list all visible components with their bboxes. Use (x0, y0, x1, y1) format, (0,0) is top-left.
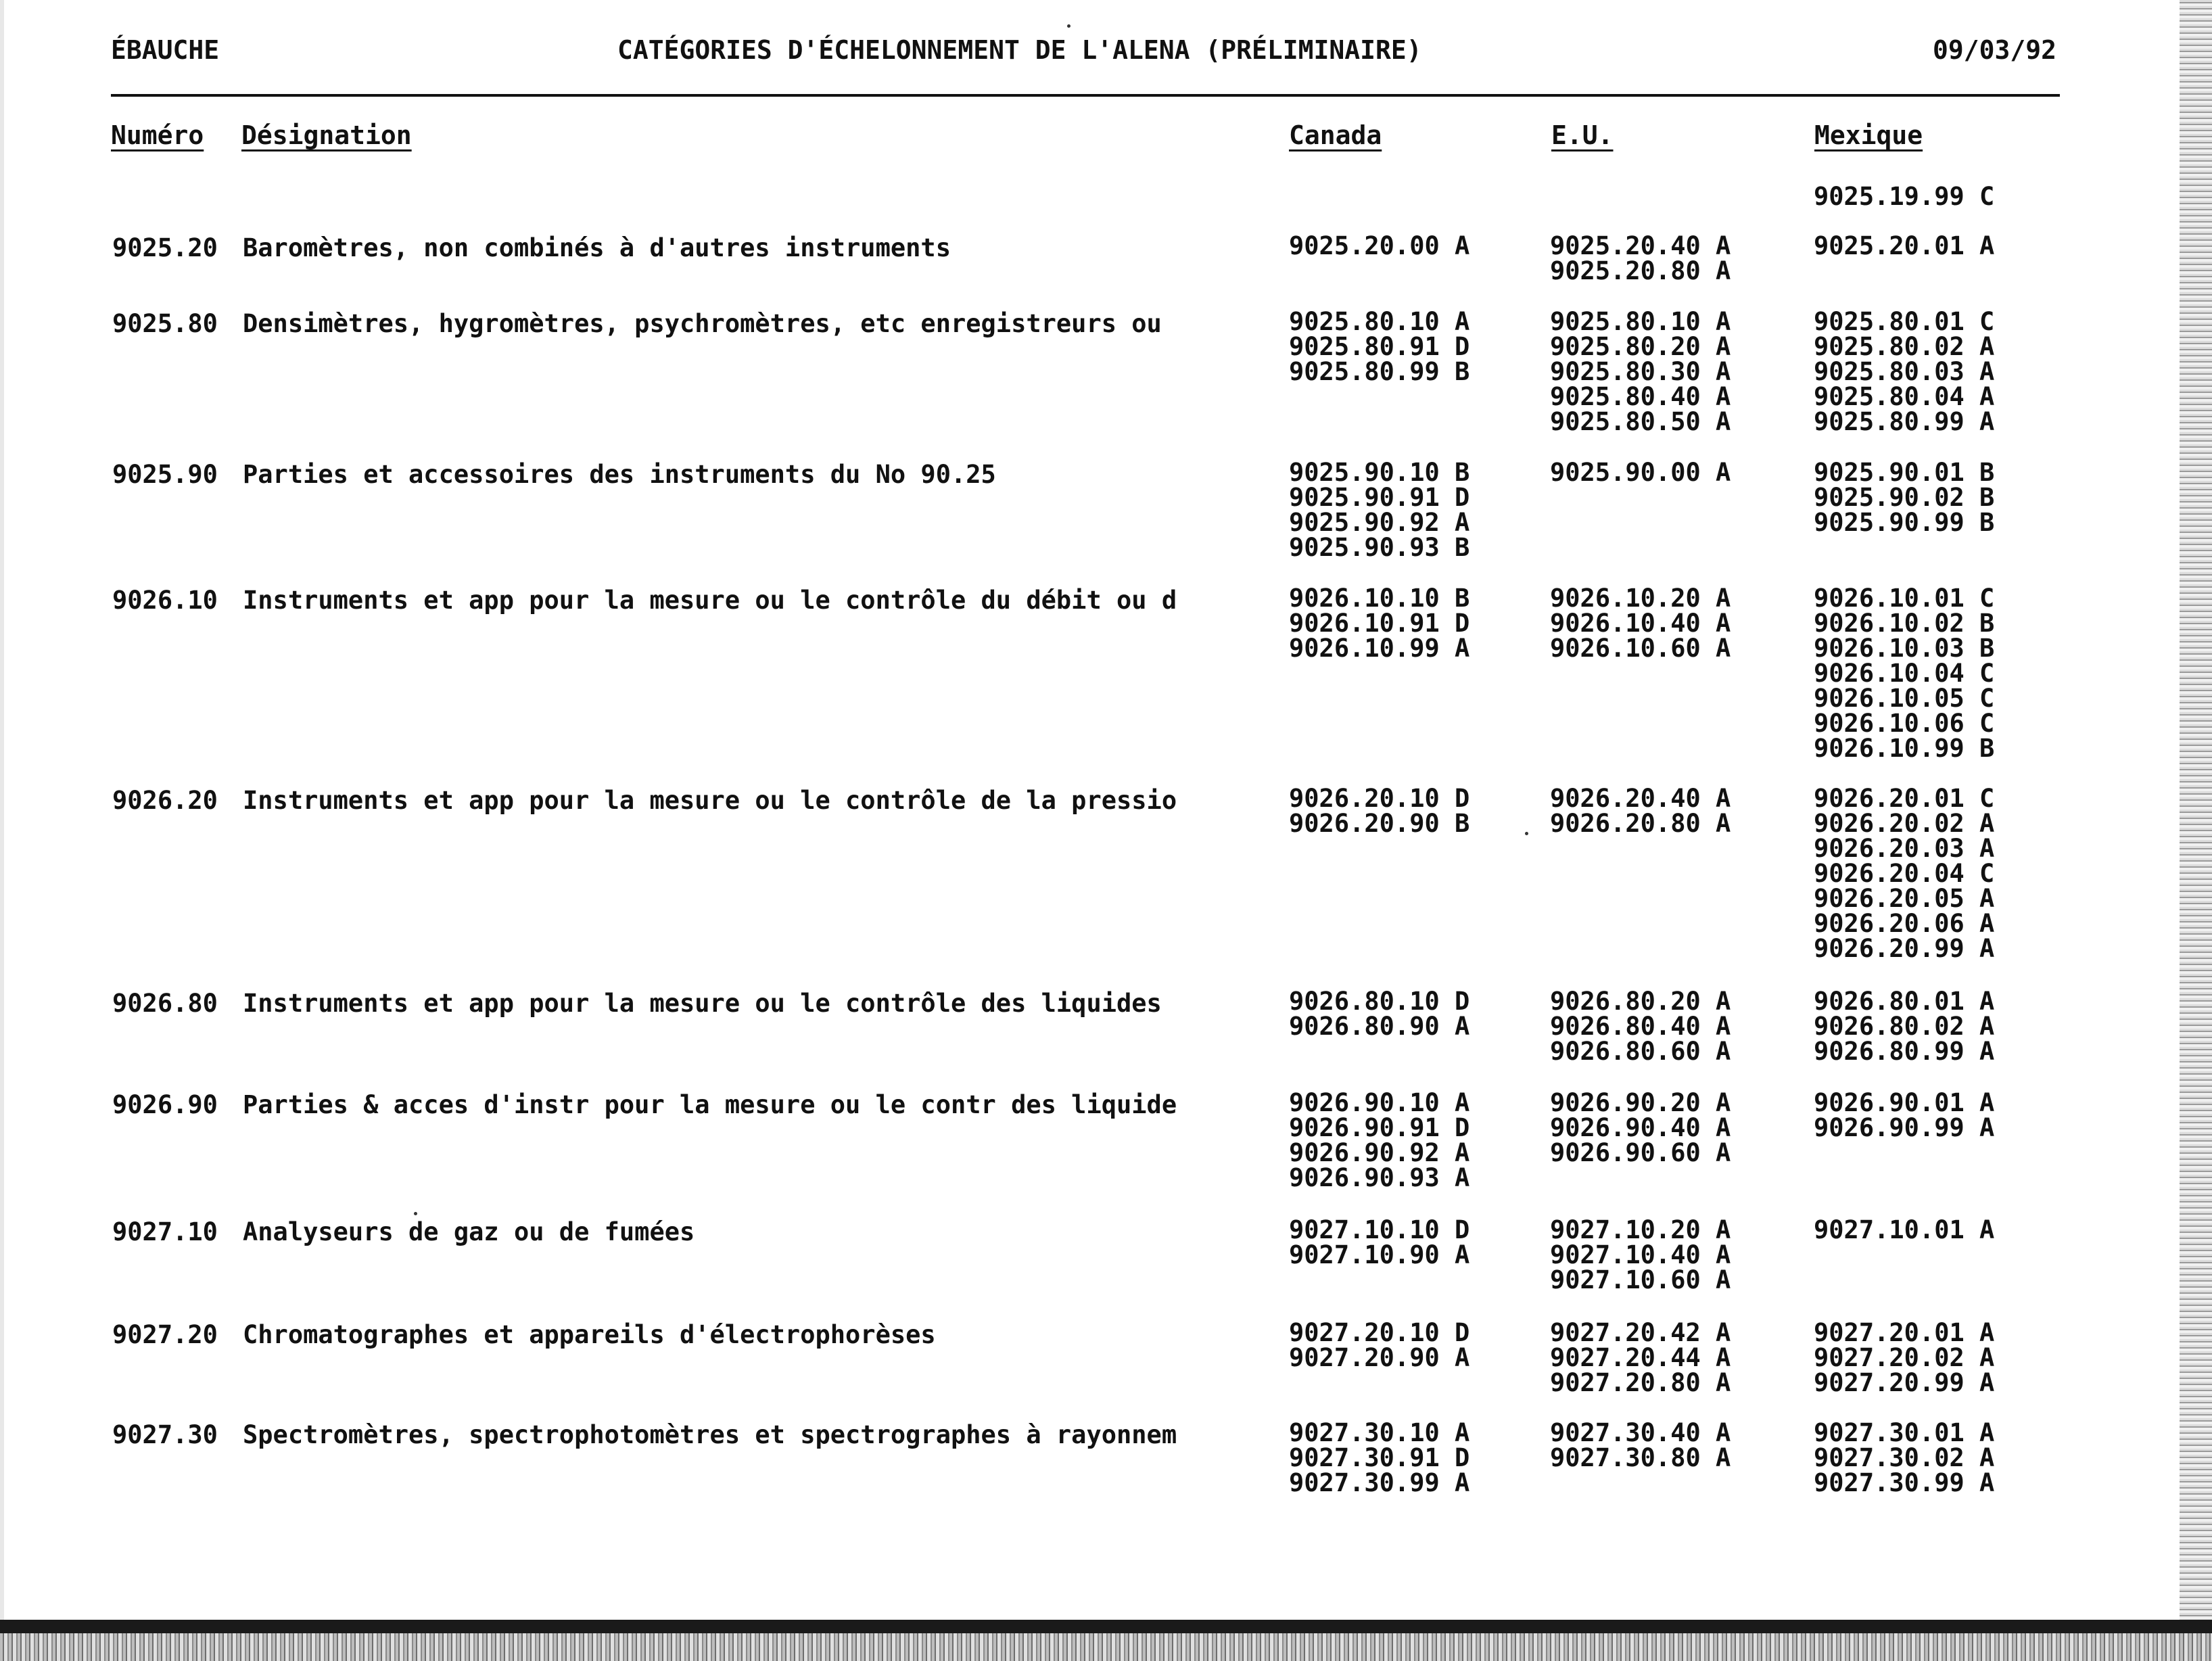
tariff-code: 9026.20.05 A (1814, 884, 1995, 913)
tariff-code: 9026.80.02 A (1814, 1012, 1995, 1041)
mexique-codes (1814, 1320, 1994, 1395)
tariff-code: 9027.20.10 D (1289, 1318, 1470, 1347)
mexique-codes (1814, 1217, 1994, 1242)
tariff-code: 9026.10.99 B (1814, 734, 1995, 763)
canada-codes (1289, 786, 1469, 836)
tariff-code: 9027.20.80 A (1550, 1368, 1731, 1397)
tariff-code: 9027.10.40 A (1550, 1240, 1731, 1269)
tariff-code: 9025.80.99 B (1289, 357, 1470, 386)
column-header-canada: Canada (1289, 120, 1382, 150)
tariff-code: 9025.80.10 A (1289, 307, 1470, 336)
header-rule (111, 94, 2060, 97)
tariff-code: 9025.80.99 A (1814, 407, 1995, 436)
tariff-code: 9026.90.40 A (1550, 1113, 1731, 1142)
row-designation: Spectromètres, spectrophotomètres et spectrographes à rayonnem (243, 1420, 1177, 1449)
tariff-code: 9026.20.10 D (1289, 784, 1470, 813)
column-header-eu: E.U. (1551, 120, 1614, 150)
tariff-code: 9027.30.80 A (1550, 1443, 1731, 1472)
mexique-codes (1814, 460, 1994, 535)
tariff-code: 9026.80.99 A (1814, 1037, 1995, 1066)
document-title: CATÉGORIES D'ÉCHELONNEMENT DE L'ALENA (PRÉLIMINAIRE) (617, 35, 1422, 65)
row-number: 9026.20 (112, 786, 218, 815)
eu-codes (1550, 586, 1731, 661)
tariff-code: 9026.20.06 A (1814, 909, 1995, 938)
tariff-code: 9026.10.40 A (1550, 609, 1731, 638)
tariff-code: 9025.80.01 C (1814, 307, 1995, 336)
tariff-code: 9025.80.02 A (1814, 332, 1995, 361)
tariff-code: 9027.20.01 A (1814, 1318, 1995, 1347)
scan-speck (1525, 832, 1528, 835)
tariff-code: 9026.10.60 A (1550, 634, 1731, 663)
tariff-code: 9025.90.92 A (1289, 508, 1470, 537)
tariff-code: 9026.90.91 D (1289, 1113, 1470, 1142)
tariff-code: 9026.80.10 D (1289, 987, 1470, 1016)
mexique-codes (1814, 1090, 1994, 1140)
eu-codes (1550, 786, 1731, 836)
row-designation: Instruments et app pour la mesure ou le contrôle des liquides (243, 989, 1162, 1018)
row-designation: Analyseurs de gaz ou de fumées (243, 1217, 695, 1246)
mexique-codes (1814, 309, 1994, 434)
canada-codes (1289, 1420, 1469, 1495)
tariff-code: 9026.10.04 C (1814, 659, 1995, 688)
eu-codes (1550, 1420, 1731, 1470)
tariff-code: 9027.20.99 A (1814, 1368, 1995, 1397)
tariff-code: 9026.90.01 A (1814, 1088, 1995, 1117)
tariff-code: 9026.10.06 C (1814, 709, 1995, 738)
mexique-codes (1814, 989, 1994, 1064)
row-designation: Chromatographes et appareils d'électrophorèses (243, 1320, 936, 1349)
tariff-code: 9026.20.01 C (1814, 784, 1995, 813)
tariff-code: 9026.20.80 A (1550, 809, 1731, 838)
tariff-code: 9025.80.10 A (1550, 307, 1731, 336)
mexique-codes (1814, 233, 1994, 258)
tariff-code: 9027.10.90 A (1289, 1240, 1470, 1269)
tariff-code: 9026.10.91 D (1289, 609, 1470, 638)
tariff-code: 9026.80.60 A (1550, 1037, 1731, 1066)
mexique-codes (1814, 586, 1994, 761)
row-number: 9025.80 (112, 309, 218, 338)
tariff-code: 9025.80.03 A (1814, 357, 1995, 386)
row-number: 9026.80 (112, 989, 218, 1018)
tariff-code: 9026.10.99 A (1289, 634, 1470, 663)
tariff-code: 9025.20.01 A (1814, 231, 1995, 260)
tariff-code: 9025.90.10 B (1289, 458, 1470, 487)
tariff-code: 9026.90.92 A (1289, 1138, 1470, 1167)
tariff-code: 9025.20.40 A (1550, 231, 1731, 260)
document-date: 09/03/92 (1933, 35, 2057, 65)
tariff-code: 9026.20.99 A (1814, 934, 1995, 963)
row-designation: Baromètres, non combinés à d'autres instruments (243, 233, 951, 262)
tariff-code: 9025.90.02 B (1814, 483, 1995, 512)
tariff-code: 9027.20.42 A (1550, 1318, 1731, 1347)
tariff-code: 9025.90.99 B (1814, 508, 1995, 537)
column-header-numero: Numéro (111, 120, 204, 150)
tariff-code: 9025.80.50 A (1550, 407, 1731, 436)
tariff-code: 9025.80.20 A (1550, 332, 1731, 361)
tariff-code: 9025.19.99 C (1814, 182, 1995, 211)
row-number: 9027.10 (112, 1217, 218, 1246)
tariff-code: 9026.20.40 A (1550, 784, 1731, 813)
mexique-codes (1814, 184, 1994, 209)
tariff-code: 9027.20.44 A (1550, 1343, 1731, 1372)
tariff-code: 9026.90.60 A (1550, 1138, 1731, 1167)
canada-codes (1289, 1320, 1469, 1370)
tariff-code: 9026.20.02 A (1814, 809, 1995, 838)
scan-speck (1067, 24, 1070, 28)
tariff-code: 9026.80.01 A (1814, 987, 1995, 1016)
scan-edge-bottom-band (0, 1620, 2212, 1633)
canada-codes (1289, 1217, 1469, 1267)
eu-codes (1550, 309, 1731, 434)
tariff-code: 9025.90.91 D (1289, 483, 1470, 512)
row-designation: Instruments et app pour la mesure ou le contrôle de la pressio (243, 786, 1177, 815)
mexique-codes (1814, 786, 1994, 961)
row-designation: Parties & acces d'instr pour la mesure ou le contr des liquide (243, 1090, 1177, 1119)
row-number: 9027.20 (112, 1320, 218, 1349)
row-designation: Parties et accessoires des instruments du No 90.25 (243, 460, 996, 489)
tariff-code: 9027.30.40 A (1550, 1418, 1731, 1447)
tariff-code: 9025.80.30 A (1550, 357, 1731, 386)
tariff-code: 9025.80.04 A (1814, 382, 1995, 411)
tariff-code: 9027.10.01 A (1814, 1215, 1995, 1244)
tariff-code: 9027.10.10 D (1289, 1215, 1470, 1244)
tariff-code: 9026.10.03 B (1814, 634, 1995, 663)
tariff-code: 9025.90.01 B (1814, 458, 1995, 487)
tariff-code: 9026.10.10 B (1289, 584, 1470, 613)
tariff-code: 9026.10.02 B (1814, 609, 1995, 638)
tariff-code: 9026.80.40 A (1550, 1012, 1731, 1041)
canada-codes (1289, 233, 1469, 258)
draft-label: ÉBAUCHE (111, 35, 220, 65)
tariff-code: 9027.20.02 A (1814, 1343, 1995, 1372)
column-header-designation: Désignation (241, 120, 412, 150)
tariff-code: 9026.10.05 C (1814, 684, 1995, 713)
scan-edge-bottom (0, 1633, 2212, 1661)
row-designation: Instruments et app pour la mesure ou le contrôle du débit ou d (243, 586, 1177, 615)
canada-codes (1289, 989, 1469, 1039)
tariff-code: 9027.20.90 A (1289, 1343, 1470, 1372)
tariff-code: 9026.20.04 C (1814, 859, 1995, 888)
row-number: 9026.90 (112, 1090, 218, 1119)
eu-codes (1550, 1320, 1731, 1395)
tariff-code: 9027.30.01 A (1814, 1418, 1995, 1447)
row-designation: Densimètres, hygromètres, psychromètres, etc enregistreurs ou (243, 309, 1162, 338)
tariff-code: 9025.20.80 A (1550, 256, 1731, 285)
canada-codes (1289, 1090, 1469, 1190)
eu-codes (1550, 233, 1731, 283)
tariff-code: 9026.10.01 C (1814, 584, 1995, 613)
row-number: 9025.20 (112, 233, 218, 262)
tariff-code: 9026.90.99 A (1814, 1113, 1995, 1142)
tariff-code: 9026.90.10 A (1289, 1088, 1470, 1117)
tariff-code: 9027.10.60 A (1550, 1265, 1731, 1294)
tariff-code: 9026.90.93 A (1289, 1163, 1470, 1192)
eu-codes (1550, 1217, 1731, 1292)
tariff-code: 9027.30.99 A (1814, 1468, 1995, 1497)
canada-codes (1289, 309, 1469, 384)
canada-codes (1289, 586, 1469, 661)
row-number: 9025.90 (112, 460, 218, 489)
tariff-code: 9026.20.90 B (1289, 809, 1470, 838)
mexique-codes (1814, 1420, 1994, 1495)
tariff-code: 9026.10.20 A (1550, 584, 1731, 613)
tariff-code: 9027.30.10 A (1289, 1418, 1470, 1447)
eu-codes (1550, 989, 1731, 1064)
scan-edge-right (2180, 0, 2212, 1661)
canada-codes (1289, 460, 1469, 560)
eu-codes (1550, 460, 1731, 485)
tariff-code: 9027.10.20 A (1550, 1215, 1731, 1244)
tariff-code: 9026.80.90 A (1289, 1012, 1470, 1041)
tariff-code: 9025.90.00 A (1550, 458, 1731, 487)
tariff-code: 9026.90.20 A (1550, 1088, 1731, 1117)
column-header-mexique: Mexique (1814, 120, 1923, 150)
scan-speck (414, 1212, 417, 1215)
eu-codes (1550, 1090, 1731, 1165)
tariff-code: 9026.80.20 A (1550, 987, 1731, 1016)
row-number: 9027.30 (112, 1420, 218, 1449)
tariff-code: 9025.90.93 B (1289, 533, 1470, 562)
tariff-code: 9026.20.03 A (1814, 834, 1995, 863)
tariff-code: 9027.30.91 D (1289, 1443, 1470, 1472)
row-number: 9026.10 (112, 586, 218, 615)
tariff-code: 9025.20.00 A (1289, 231, 1470, 260)
tariff-code: 9027.30.99 A (1289, 1468, 1470, 1497)
scan-edge-left (0, 0, 4, 1661)
tariff-code: 9025.80.40 A (1550, 382, 1731, 411)
tariff-code: 9025.80.91 D (1289, 332, 1470, 361)
tariff-code: 9027.30.02 A (1814, 1443, 1995, 1472)
